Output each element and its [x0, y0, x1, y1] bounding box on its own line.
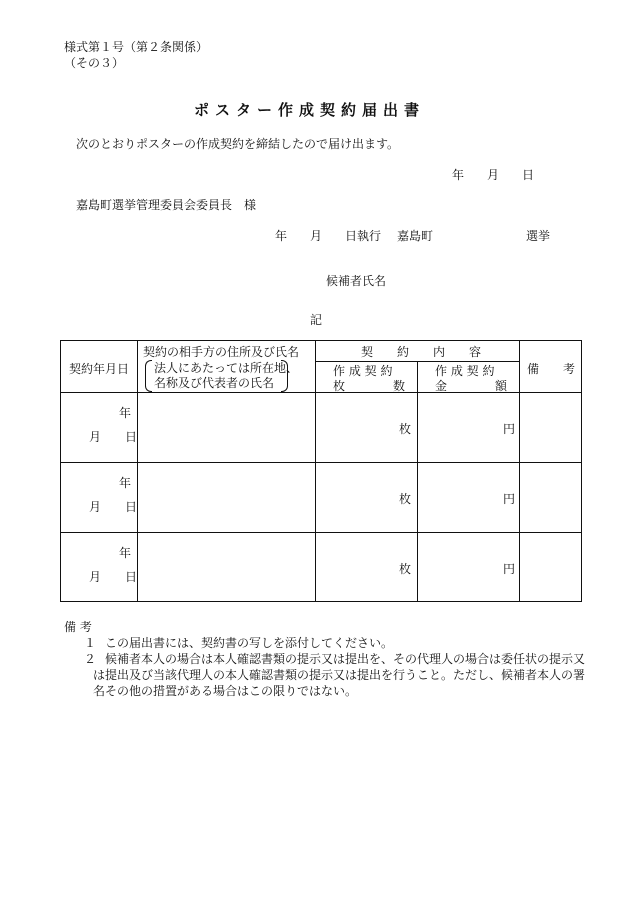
- submit-year-label: 年: [452, 168, 465, 182]
- note-1-text: この届出書には、契約書の写しを添付してください。: [105, 636, 394, 650]
- header-contract-content: 契 約 内 容: [361, 345, 482, 359]
- table-vline: [137, 341, 138, 601]
- note-2-number: ２: [84, 652, 97, 666]
- election-day-exec-label: 日執行: [345, 229, 382, 243]
- intro-text: 次のとおりポスターの作成契約を締結したので届け出ます。: [76, 137, 400, 151]
- note-2-line-1: 候補者本人の場合は本人確認書類の提示又は提出を、その代理人の場合は委任状の提示又: [105, 652, 586, 666]
- election-year-label: 年: [275, 229, 288, 243]
- row-amount-unit: 円: [503, 492, 516, 506]
- row-monthday-label: 月 日: [89, 500, 138, 514]
- notes-heading: 備 考: [64, 620, 92, 634]
- note-2-line-3: 名その他の措置がある場合はこの限りではない。: [93, 684, 358, 698]
- town-name: 嘉島町: [397, 229, 434, 243]
- row-amount-unit: 円: [503, 422, 516, 436]
- row-sheets-unit: 枚: [399, 492, 412, 506]
- form-variant: （その３）: [64, 56, 125, 70]
- row-year-label: 年: [119, 546, 132, 560]
- form-number: 様式第１号（第２条関係）: [64, 40, 209, 54]
- document-title: ポスター作成契約届出書: [194, 101, 426, 119]
- row-monthday-label: 月 日: [89, 430, 138, 444]
- election-label: 選挙: [526, 229, 551, 243]
- header-sheets-2: 枚 数: [333, 379, 406, 393]
- row-sheets-unit: 枚: [399, 562, 412, 576]
- note-2-line-2: は提出及び当該代理人の本人確認書類の提示又は提出を行うこと。ただし、候補者本人の署: [93, 668, 586, 682]
- table-hline: [61, 462, 581, 463]
- ki-label: 記: [310, 313, 323, 327]
- table-vline: [417, 361, 418, 601]
- right-paren-bracket: [281, 360, 288, 392]
- row-amount-unit: 円: [503, 562, 516, 576]
- row-year-label: 年: [119, 406, 132, 420]
- election-month-label: 月: [310, 229, 323, 243]
- note-1-number: １: [84, 636, 97, 650]
- row-year-label: 年: [119, 476, 132, 490]
- header-remarks: 備 考: [527, 362, 576, 376]
- left-paren-bracket: [145, 360, 152, 392]
- candidate-name-label: 候補者氏名: [326, 274, 387, 288]
- header-amount-1: 作 成 契 約: [435, 364, 495, 378]
- row-sheets-unit: 枚: [399, 422, 412, 436]
- header-contract-date: 契約年月日: [69, 362, 130, 376]
- submit-month-label: 月: [487, 168, 500, 182]
- header-sheets-1: 作 成 契 約: [333, 364, 393, 378]
- row-monthday-label: 月 日: [89, 570, 138, 584]
- header-party: 契約の相手方の住所及び氏名: [143, 345, 300, 359]
- addressee: 嘉島町選挙管理委員会委員長 様: [76, 198, 257, 212]
- table-vline: [519, 341, 520, 601]
- header-party-note-1: 法人にあたっては所在地、: [154, 361, 299, 375]
- table-hline: [61, 532, 581, 533]
- submit-day-label: 日: [522, 168, 535, 182]
- header-party-note-2: 名称及び代表者の氏名: [154, 376, 275, 390]
- contract-table: [60, 340, 582, 602]
- header-amount-2: 金 額: [435, 379, 508, 393]
- table-vline: [315, 341, 316, 601]
